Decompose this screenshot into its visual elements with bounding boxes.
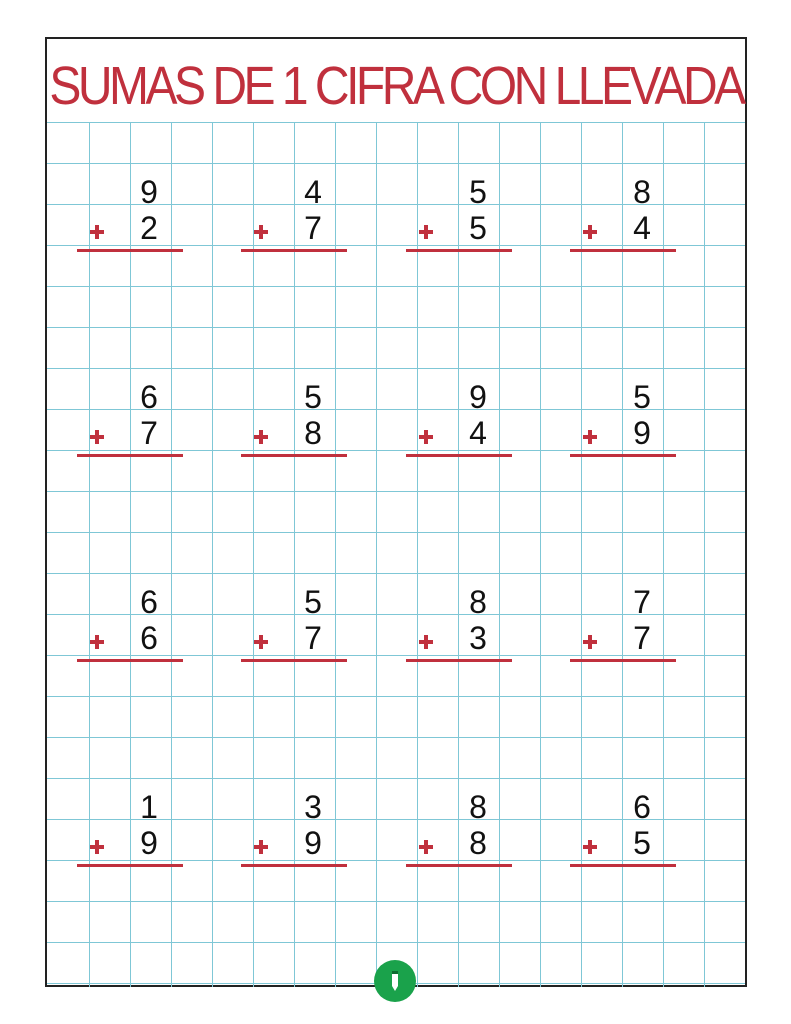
- addition-problem: [570, 582, 676, 662]
- addend-top: 6: [140, 379, 158, 415]
- addition-problem: [241, 582, 347, 662]
- sum-underline: [241, 454, 347, 457]
- plus-sign-icon: [85, 222, 111, 242]
- addend-top: 8: [633, 174, 651, 210]
- sum-underline: [406, 864, 512, 867]
- plus-sign-icon: [578, 837, 604, 857]
- addition-problem: [241, 787, 347, 867]
- sum-underline: [77, 454, 183, 457]
- plus-sign-icon: [249, 222, 275, 242]
- pencil-logo-icon: [374, 960, 416, 1002]
- addend-top: 6: [633, 789, 651, 825]
- sum-underline: [570, 864, 676, 867]
- addend-bottom: 3: [469, 620, 487, 656]
- plus-sign-icon: [414, 837, 440, 857]
- plus-sign-icon: [414, 222, 440, 242]
- addend-bottom: 7: [304, 210, 322, 246]
- sum-underline: [570, 249, 676, 252]
- sum-underline: [241, 249, 347, 252]
- addend-top: 5: [633, 379, 651, 415]
- grid-line-horizontal: [47, 573, 745, 574]
- plus-sign-icon: [578, 632, 604, 652]
- addend-top: 5: [304, 379, 322, 415]
- addend-bottom: 9: [304, 825, 322, 861]
- grid-line-horizontal: [47, 696, 745, 697]
- worksheet-sheet: [45, 37, 747, 987]
- addition-problem: [406, 787, 512, 867]
- grid-line-vertical: [212, 122, 213, 987]
- sum-underline: [241, 864, 347, 867]
- addend-bottom: 7: [140, 415, 158, 451]
- addend-bottom: 6: [140, 620, 158, 656]
- grid-line-vertical: [376, 122, 377, 987]
- addend-bottom: 7: [633, 620, 651, 656]
- addition-problem: [570, 377, 676, 457]
- grid-line-horizontal: [47, 778, 745, 779]
- addend-bottom: 7: [304, 620, 322, 656]
- addition-problem: [77, 172, 183, 252]
- addend-top: 7: [633, 584, 651, 620]
- grid-line-vertical: [704, 122, 705, 987]
- plus-sign-icon: [85, 837, 111, 857]
- sum-underline: [77, 864, 183, 867]
- addition-problem: [77, 582, 183, 662]
- sum-underline: [241, 659, 347, 662]
- grid-line-horizontal: [47, 901, 745, 902]
- addition-problem: [406, 377, 512, 457]
- sum-underline: [570, 659, 676, 662]
- grid-line-horizontal: [47, 491, 745, 492]
- grid-line-horizontal: [47, 163, 745, 164]
- addend-top: 9: [469, 379, 487, 415]
- addend-top: 3: [304, 789, 322, 825]
- grid-line-horizontal: [47, 327, 745, 328]
- sum-underline: [77, 659, 183, 662]
- addition-problem: [77, 787, 183, 867]
- addend-bottom: 8: [304, 415, 322, 451]
- addition-problem: [406, 172, 512, 252]
- addend-bottom: 5: [469, 210, 487, 246]
- addend-bottom: 2: [140, 210, 158, 246]
- grid-line-vertical: [540, 122, 541, 987]
- addition-problem: [77, 377, 183, 457]
- sum-underline: [77, 249, 183, 252]
- addend-top: 8: [469, 789, 487, 825]
- addition-problem: [570, 172, 676, 252]
- plus-sign-icon: [85, 632, 111, 652]
- plus-sign-icon: [85, 427, 111, 447]
- addend-top: 6: [140, 584, 158, 620]
- addend-top: 1: [140, 789, 158, 825]
- plus-sign-icon: [578, 427, 604, 447]
- plus-sign-icon: [578, 222, 604, 242]
- plus-sign-icon: [249, 837, 275, 857]
- addend-top: 5: [304, 584, 322, 620]
- addend-bottom: 4: [469, 415, 487, 451]
- addend-bottom: 9: [633, 415, 651, 451]
- sum-underline: [406, 249, 512, 252]
- plus-sign-icon: [249, 427, 275, 447]
- sum-underline: [406, 659, 512, 662]
- addition-problem: [406, 582, 512, 662]
- addend-top: 4: [304, 174, 322, 210]
- plus-sign-icon: [249, 632, 275, 652]
- sum-underline: [406, 454, 512, 457]
- worksheet-title: SUMAS DE 1 CIFRA CON LLEVADA: [49, 56, 743, 117]
- grid-line-horizontal: [47, 942, 745, 943]
- addend-top: 8: [469, 584, 487, 620]
- addend-bottom: 9: [140, 825, 158, 861]
- grid-line-horizontal: [47, 122, 745, 123]
- addition-problem: [570, 787, 676, 867]
- plus-sign-icon: [414, 427, 440, 447]
- grid-line-horizontal: [47, 737, 745, 738]
- addend-bottom: 5: [633, 825, 651, 861]
- sum-underline: [570, 454, 676, 457]
- grid-line-horizontal: [47, 368, 745, 369]
- addition-problem: [241, 377, 347, 457]
- plus-sign-icon: [414, 632, 440, 652]
- addend-top: 5: [469, 174, 487, 210]
- grid-line-horizontal: [47, 286, 745, 287]
- addend-top: 9: [140, 174, 158, 210]
- addition-problem: [241, 172, 347, 252]
- grid-line-horizontal: [47, 532, 745, 533]
- addend-bottom: 8: [469, 825, 487, 861]
- addend-bottom: 4: [633, 210, 651, 246]
